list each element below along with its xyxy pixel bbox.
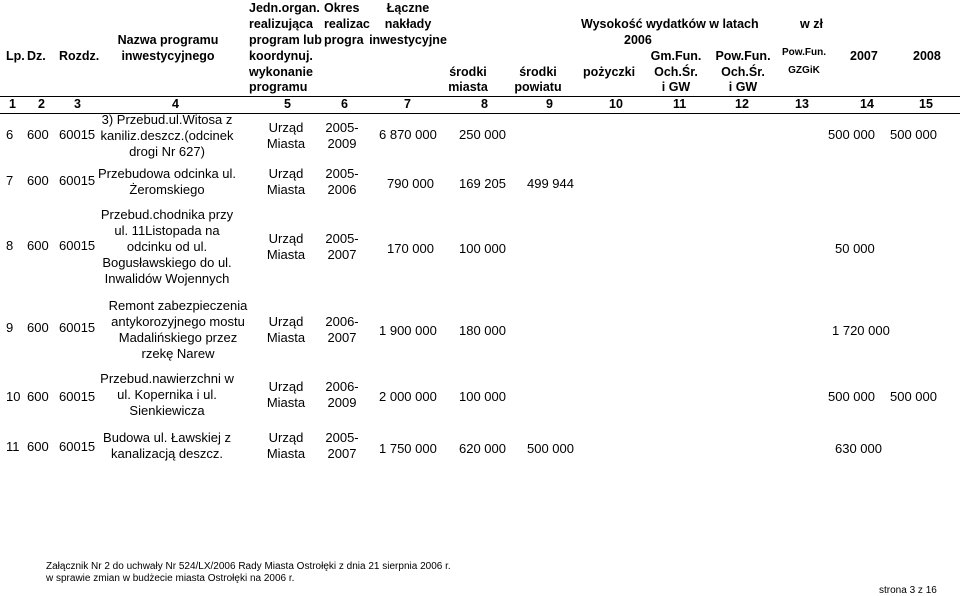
row-okres-line: 2009: [327, 395, 357, 410]
row-dz: 600: [27, 127, 49, 142]
header-srodki-powiatu-1: środki: [519, 65, 557, 79]
row-2008: 500 000: [890, 127, 937, 142]
row-2007: 50 000: [835, 241, 875, 256]
row-jedn-line: Urząd: [268, 379, 304, 394]
row-2007: 630 000: [835, 441, 882, 456]
row-nazwa: [96, 207, 238, 287]
row-jedn-line: Miasta: [266, 247, 306, 262]
header-jedn-3: program lub: [249, 33, 322, 47]
header-2007: 2007: [850, 49, 878, 63]
row-rozdz: 60015: [59, 173, 96, 188]
row-nazwa-line: rzekę Narew: [141, 346, 215, 361]
row-nazwa-line: Sienkiewicza: [129, 403, 205, 418]
header-srodki-powiatu-2: powiatu: [514, 80, 562, 94]
row-laczne: 170 000: [387, 241, 434, 256]
row-nazwa-line: Przebud.nawierzchni w: [100, 371, 234, 386]
header-okres-2: realizac: [324, 17, 370, 31]
col-num-4: 4: [172, 97, 179, 111]
header-gmfun-3: i GW: [661, 80, 691, 94]
row-rozdz: 60015: [59, 439, 96, 454]
row-jedn-line: Miasta: [266, 395, 306, 410]
row-dz: 600: [27, 320, 49, 335]
row-rozdz: 60015: [59, 127, 96, 142]
header-gmfun-1: Gm.Fun.: [650, 49, 702, 63]
row-nazwa-line: antykorozyjnego mostu: [111, 314, 245, 329]
row-dz: 600: [27, 389, 49, 404]
row-okres: [320, 120, 364, 152]
row-okres-line: 2007: [327, 446, 357, 461]
row-lp: 8: [6, 238, 14, 253]
header-jedn-6: programu: [249, 80, 308, 94]
row-laczne: 2 000 000: [379, 389, 437, 404]
row-srodki-miasta: 250 000: [459, 127, 506, 142]
row-jedn-line: Urząd: [268, 120, 304, 135]
row-nazwa-line: 3) Przebud.ul.Witosa z: [101, 112, 233, 127]
header-rozdz: Rozdz.: [59, 49, 100, 63]
header-srodki-miasta-2: miasta: [448, 80, 488, 94]
header-powfun-2: Och.Śr.: [721, 65, 765, 79]
page-number: strona 3 z 16: [879, 585, 937, 596]
row-jedn-line: Urząd: [268, 231, 304, 246]
footer-line-1: Załącznik Nr 2 do uchwały Nr 524/LX/2006 Rady Miasta Ostrołęki z dnia 21 sierpnia 2006 r.: [46, 561, 451, 572]
col-num-14: 14: [860, 97, 874, 111]
row-laczne: 790 000: [387, 176, 434, 191]
row-nazwa-line: Przebud.chodnika przy: [100, 207, 234, 222]
col-num-3: 3: [74, 97, 81, 111]
row-nazwa: [96, 112, 238, 160]
header-jedn-5: wykonanie: [249, 65, 313, 79]
row-jedn-line: Miasta: [266, 182, 306, 197]
header-powfun-1: Pow.Fun.: [715, 49, 771, 63]
row-nazwa-line: Inwalidów Wojennych: [104, 271, 230, 286]
row-lp: 10: [6, 389, 21, 404]
header-divider: [0, 96, 960, 97]
row-2008: 500 000: [890, 389, 937, 404]
row-nazwa-line: kaniliz.deszcz.(odcinek: [100, 128, 234, 143]
row-jedn-line: Miasta: [266, 330, 306, 345]
row-jedn-line: Urząd: [268, 166, 304, 181]
col-num-8: 8: [481, 97, 488, 111]
row-okres-line: 2006-: [325, 379, 359, 394]
col-num-11: 11: [673, 97, 687, 111]
row-dz: 600: [27, 173, 49, 188]
row-laczne: 1 900 000: [379, 323, 437, 338]
row-lp: 7: [6, 173, 14, 188]
row-rozdz: 60015: [59, 389, 96, 404]
row-jedn: [258, 379, 314, 411]
row-nazwa: [96, 371, 238, 419]
header-powfun-3: i GW: [728, 80, 758, 94]
row-nazwa-line: Żeromskiego: [129, 182, 205, 197]
header-pozyczki: pożyczki: [583, 65, 636, 79]
col-num-10: 10: [609, 97, 623, 111]
col-num-2: 2: [38, 97, 45, 111]
row-2007: 1 720 000: [832, 323, 890, 338]
row-laczne: 6 870 000: [379, 127, 437, 142]
row-nazwa-line: odcinku od ul.: [126, 239, 208, 254]
row-nazwa-line: drogi Nr 627): [129, 144, 205, 159]
row-okres: [320, 231, 364, 263]
col-num-15: 15: [919, 97, 933, 111]
row-jedn: [258, 430, 314, 462]
header-laczne-1: Łączne: [386, 1, 430, 15]
col-num-12: 12: [735, 97, 749, 111]
col-num-7: 7: [404, 97, 411, 111]
row-nazwa-line: Budowa ul. Ławskiej z: [103, 430, 231, 445]
row-lp: 11: [6, 439, 20, 454]
footer-line-2: w sprawie zmian w budżecie miasta Ostrołęki na 2006 r.: [46, 573, 295, 584]
row-2007: 500 000: [828, 389, 875, 404]
header-jedn-4: koordynuj.: [249, 49, 313, 63]
header-2006: 2006: [624, 33, 652, 47]
row-lp: 9: [6, 320, 14, 335]
row-lp: 6: [6, 127, 14, 142]
row-dz: 600: [27, 238, 49, 253]
row-jedn-line: Urząd: [268, 314, 304, 329]
header-srodki-miasta-1: środki: [449, 65, 487, 79]
row-okres: [320, 166, 364, 198]
header-powfun2-1: Pow.Fun.: [781, 47, 827, 58]
row-okres-line: 2006: [327, 182, 357, 197]
row-srodki-powiatu: 499 944: [527, 176, 574, 191]
header-nazwa-1: Nazwa programu: [117, 33, 219, 47]
header-wzl: w zł: [800, 17, 823, 31]
row-laczne: 1 750 000: [379, 441, 437, 456]
row-okres-line: 2005-: [325, 166, 359, 181]
row-jedn: [258, 166, 314, 198]
row-jedn: [258, 231, 314, 263]
header-wysokosc: Wysokość wydatków w latach: [581, 17, 759, 31]
row-okres-line: 2007: [327, 330, 357, 345]
col-num-13: 13: [795, 97, 809, 111]
row-jedn: [258, 120, 314, 152]
header-okres-3: progra: [324, 33, 364, 47]
row-okres-line: 2005-: [325, 231, 359, 246]
row-nazwa: [96, 166, 238, 198]
header-powfun2-2: GZGiK: [788, 65, 820, 76]
row-srodki-miasta: 169 205: [459, 176, 506, 191]
col-num-6: 6: [341, 97, 348, 111]
row-okres-line: 2006-: [325, 314, 359, 329]
row-nazwa-line: Remont zabezpieczenia: [108, 298, 248, 313]
row-dz: 600: [27, 439, 49, 454]
row-srodki-powiatu: 500 000: [527, 441, 574, 456]
row-nazwa-line: Bogusławskiego do ul.: [102, 255, 232, 270]
header-gmfun-2: Och.Śr.: [654, 65, 698, 79]
row-jedn-line: Miasta: [266, 136, 306, 151]
row-rozdz: 60015: [59, 238, 96, 253]
row-nazwa-line: kanalizacją deszcz.: [111, 446, 223, 461]
col-num-1: 1: [9, 97, 16, 111]
row-jedn: [258, 314, 314, 346]
header-jedn-1: Jedn.organ.: [249, 1, 320, 15]
row-srodki-miasta: 620 000: [459, 441, 506, 456]
row-nazwa: [96, 430, 238, 462]
row-okres-line: 2007: [327, 247, 357, 262]
row-nazwa-line: Przebudowa odcinka ul.: [97, 166, 237, 181]
row-srodki-miasta: 100 000: [459, 241, 506, 256]
row-srodki-miasta: 100 000: [459, 389, 506, 404]
row-2007: 500 000: [828, 127, 875, 142]
row-nazwa-line: ul. Kopernika i ul.: [117, 387, 217, 402]
row-okres: [320, 379, 364, 411]
row-jedn-line: Miasta: [266, 446, 306, 461]
row-jedn-line: Urząd: [268, 430, 304, 445]
row-nazwa-line: Madalińskiego przez: [118, 330, 238, 345]
header-okres-1: Okres: [324, 1, 360, 15]
col-num-9: 9: [546, 97, 553, 111]
header-2008: 2008: [913, 49, 941, 63]
row-nazwa: [96, 298, 260, 362]
row-okres: [320, 314, 364, 346]
row-okres-line: 2009: [327, 136, 357, 151]
row-okres: [320, 430, 364, 462]
col-num-5: 5: [284, 97, 291, 111]
header-laczne-3: inwestycyjne: [369, 33, 447, 47]
header-dz: Dz.: [27, 49, 46, 63]
row-nazwa-line: ul. 11Listopada na: [114, 223, 220, 238]
row-rozdz: 60015: [59, 320, 96, 335]
row-okres-line: 2005-: [325, 430, 359, 445]
header-jedn-2: realizująca: [249, 17, 313, 31]
header-nazwa-2: inwestycyjnego: [121, 49, 215, 63]
row-okres-line: 2005-: [325, 120, 359, 135]
header-lp: Lp.: [6, 49, 25, 63]
row-srodki-miasta: 180 000: [459, 323, 506, 338]
header-laczne-2: nakłady: [384, 17, 432, 31]
